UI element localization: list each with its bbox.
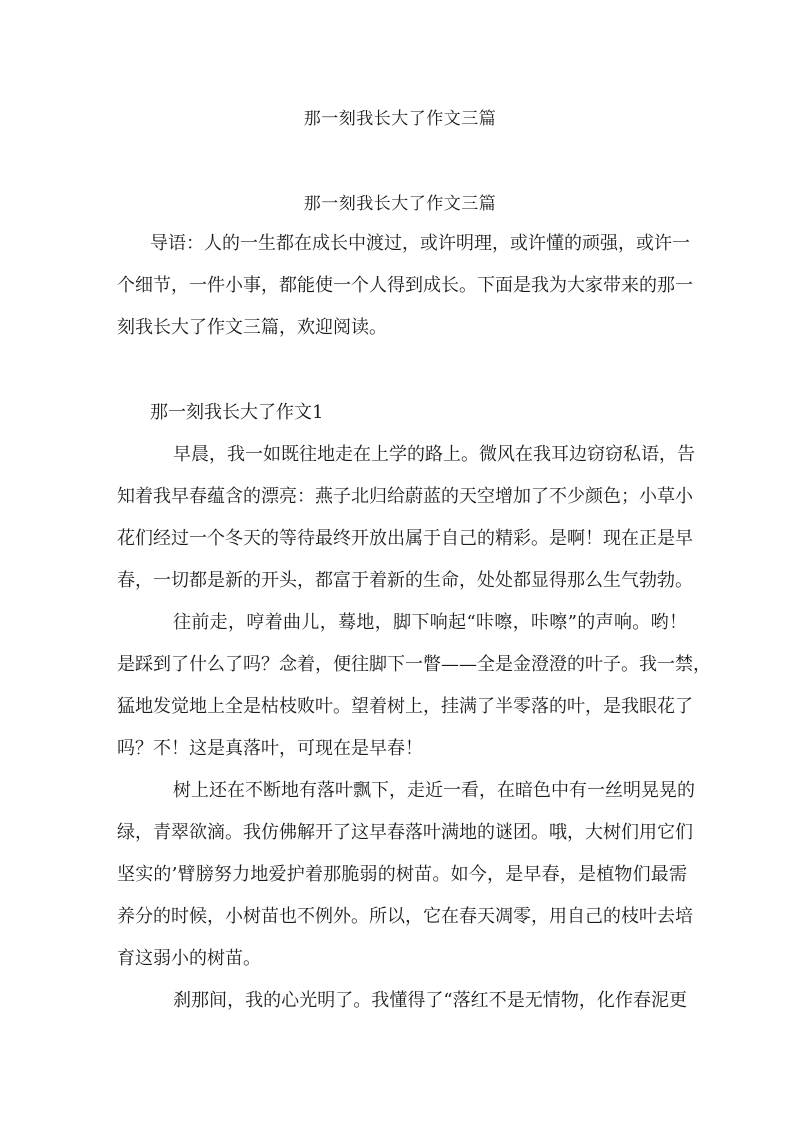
paragraph-line: 育这弱小的树苗。 <box>117 948 261 969</box>
paragraph-line: 春，一切都是新的开头，都富于着新的生命，处处都显得那么生气勃勃。 <box>117 570 693 591</box>
paragraph-line: 坚实的’臂膀努力地爱护着那脆弱的树苗。如今，是早春，是植物们最需 <box>117 864 687 885</box>
intro-line: 个细节，一件小事，都能使一个人得到成长。下面是我为大家带来的那一 <box>117 275 693 296</box>
document-title: 那一刻我长大了作文三篇 <box>303 109 497 129</box>
paragraph-line: 吗？不！这是真落叶，可现在是早春！ <box>117 738 423 759</box>
paragraph-line: 树上还在不断地有落叶飘下，走近一看，在暗色中有一丝明晃晃的 <box>173 780 695 801</box>
document-subtitle: 那一刻我长大了作文三篇 <box>303 194 497 214</box>
paragraph-line: 绿，青翠欲滴。我仿佛解开了这早春落叶满地的谜团。哦，大树们用它们 <box>117 822 693 843</box>
paragraph-line: 花们经过一个冬天的等待最终开放出属于自己的精彩。是啊！现在正是早 <box>117 528 693 549</box>
paragraph-line: 往前走，哼着曲儿，蓦地，脚下响起“咔嚓，咔嚓”的声响。哟！ <box>173 612 687 633</box>
paragraph-line: 刹那间，我的心光明了。我懂得了“落红不是无情物，化作春泥更 <box>173 990 687 1011</box>
paragraph-line: 是踩到了什么了吗？念着，便往脚下一瞥——全是金澄澄的叶子。我一禁， <box>117 654 711 675</box>
essay-heading: 那一刻我长大了作文1 <box>150 402 324 423</box>
intro-line: 导语：人的一生都在成长中渡过，或许明理，或许懂的顽强，或许一 <box>150 233 690 254</box>
paragraph-line: 养分的时候，小树苗也不例外。所以，它在春天凋零，用自己的枝叶去培 <box>117 906 693 927</box>
paragraph-line: 猛地发觉地上全是枯枝败叶。望着树上，挂满了半零落的叶，是我眼花了 <box>117 696 693 717</box>
intro-line: 刻我长大了作文三篇，欢迎阅读。 <box>117 317 387 338</box>
paragraph-line: 知着我早春蕴含的漂亮：燕子北归给蔚蓝的天空增加了不少颜色；小草小 <box>117 486 693 507</box>
paragraph-line: 早晨，我一如既往地走在上学的路上。微风在我耳边窃窃私语，告 <box>173 444 695 465</box>
